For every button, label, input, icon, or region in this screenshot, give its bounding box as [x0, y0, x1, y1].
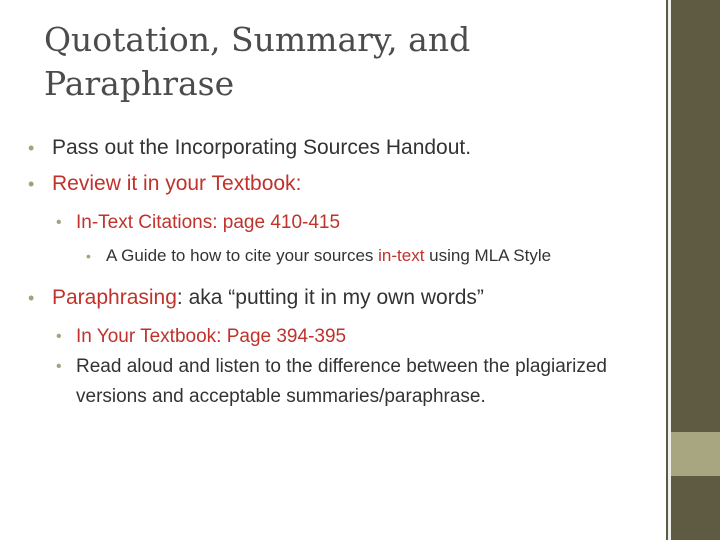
bullet-mla-guide-highlight: in-text — [378, 246, 425, 265]
bullet-handout — [28, 130, 658, 166]
bullet-mla-guide-post: using MLA Style — [424, 246, 552, 265]
bullet-review-textbook — [28, 166, 658, 202]
bullet-textbook-pages — [56, 322, 658, 352]
bullet-dot-icon: • — [86, 248, 91, 264]
bullet-dot-icon: • — [56, 358, 62, 375]
bullet-paraphrasing — [28, 280, 658, 316]
bullet-dot-icon: • — [56, 328, 62, 345]
bullet-dot-icon: • — [28, 138, 35, 158]
slide-title — [44, 18, 644, 106]
bullet-paraphrasing-highlight: Paraphrasing — [52, 286, 177, 309]
side-band-accent — [671, 432, 720, 476]
bullet-dot-icon: • — [28, 174, 35, 194]
bullet-review-textbook-colon: : — [295, 172, 302, 195]
slide-content — [28, 130, 658, 412]
bullet-in-text-citations — [56, 208, 658, 238]
bullet-mla-guide-pre: A Guide to how to cite your sources — [106, 246, 379, 265]
bullet-mla-guide — [86, 244, 658, 268]
bullet-paraphrasing-post: : aka “putting it in my own words” — [176, 286, 484, 309]
bullet-handout-text: Pass out the Incorporating Sources Handout. — [52, 136, 472, 159]
slide-title-line-1: Quotation, Summary, and — [44, 20, 471, 59]
bullet-dot-icon: • — [28, 288, 35, 308]
bullet-review-textbook-text: Review it in your Textbook — [52, 172, 296, 195]
bullet-in-text-citations-text: In-Text Citations: page 410-415 — [76, 212, 341, 233]
bullet-read-aloud — [56, 352, 658, 412]
slide-title-line-2: Paraphrase — [44, 64, 235, 103]
bullet-read-aloud-text: Read aloud and listen to the difference between the plagiarized versions and acceptable summaries/paraphrase. — [76, 356, 607, 407]
bullet-textbook-pages-text: In Your Textbook: Page 394-395 — [76, 326, 347, 347]
bullet-dot-icon: • — [56, 214, 62, 231]
